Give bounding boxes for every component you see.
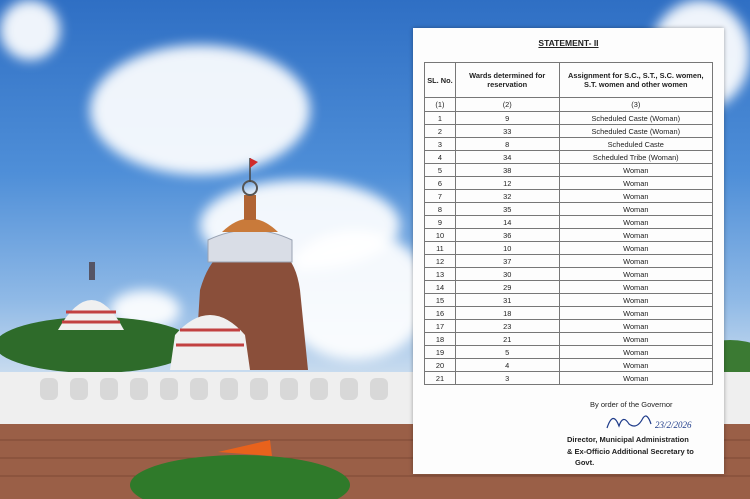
assignment-cell: Woman bbox=[559, 164, 712, 177]
ward-cell: 38 bbox=[455, 164, 559, 177]
sl-no-cell: 7 bbox=[425, 190, 456, 203]
table-row bbox=[425, 346, 713, 359]
table-row bbox=[425, 268, 713, 281]
ward-cell: 31 bbox=[455, 294, 559, 307]
header-wards: Wards determined for reservation bbox=[455, 63, 559, 98]
table-row bbox=[425, 333, 713, 346]
table-row bbox=[425, 216, 713, 229]
ward-cell: 32 bbox=[455, 190, 559, 203]
assignment-cell: Woman bbox=[559, 359, 712, 372]
ward-cell: 4 bbox=[455, 359, 559, 372]
ward-cell: 30 bbox=[455, 268, 559, 281]
sl-no-cell: 18 bbox=[425, 333, 456, 346]
sl-no-cell: 9 bbox=[425, 216, 456, 229]
handwritten-date: 23/2/2026 bbox=[655, 420, 692, 430]
table-row bbox=[425, 320, 713, 333]
designation bbox=[567, 434, 727, 469]
assignment-cell: Woman bbox=[559, 320, 712, 333]
sl-no-cell: 20 bbox=[425, 359, 456, 372]
ward-cell: 18 bbox=[455, 307, 559, 320]
sl-no-cell: 12 bbox=[425, 255, 456, 268]
assignment-cell: Woman bbox=[559, 268, 712, 281]
table-row bbox=[425, 112, 713, 125]
sl-no-cell: 8 bbox=[425, 203, 456, 216]
table-row bbox=[425, 164, 713, 177]
assignment-cell: Scheduled Caste bbox=[559, 138, 712, 151]
table-body bbox=[425, 112, 713, 385]
sl-no-cell: 5 bbox=[425, 164, 456, 177]
assignment-cell: Woman bbox=[559, 216, 712, 229]
header-assignment: Assignment for S.C., S.T., S.C. women, S.T. women and other women bbox=[559, 63, 712, 98]
assignment-cell: Woman bbox=[559, 255, 712, 268]
ward-cell: 37 bbox=[455, 255, 559, 268]
sl-no-cell: 14 bbox=[425, 281, 456, 294]
assignment-cell: Woman bbox=[559, 177, 712, 190]
assignment-cell: Woman bbox=[559, 346, 712, 359]
ward-cell: 10 bbox=[455, 242, 559, 255]
sl-no-cell: 16 bbox=[425, 307, 456, 320]
table-header-row bbox=[425, 63, 713, 98]
table-row bbox=[425, 151, 713, 164]
assignment-cell: Scheduled Caste (Woman) bbox=[559, 112, 712, 125]
handwritten-signature bbox=[603, 408, 713, 434]
ward-cell: 36 bbox=[455, 229, 559, 242]
sl-no-cell: 4 bbox=[425, 151, 456, 164]
sl-no-cell: 2 bbox=[425, 125, 456, 138]
index-cell: (2) bbox=[455, 98, 559, 112]
assignment-cell: Woman bbox=[559, 281, 712, 294]
assignment-cell: Woman bbox=[559, 203, 712, 216]
assignment-cell: Woman bbox=[559, 190, 712, 203]
reservation-table bbox=[424, 62, 713, 385]
designation-line: Govt. bbox=[575, 458, 595, 467]
header-sl-no: SL. No. bbox=[425, 63, 456, 98]
table-row bbox=[425, 281, 713, 294]
table-row bbox=[425, 177, 713, 190]
table-row bbox=[425, 255, 713, 268]
sl-no-cell: 15 bbox=[425, 294, 456, 307]
sl-no-cell: 19 bbox=[425, 346, 456, 359]
table-row bbox=[425, 190, 713, 203]
table-row bbox=[425, 138, 713, 151]
ward-cell: 9 bbox=[455, 112, 559, 125]
designation-line: & Ex-Officio Additional Secretary to bbox=[567, 446, 694, 456]
assignment-cell: Woman bbox=[559, 242, 712, 255]
ward-cell: 21 bbox=[455, 333, 559, 346]
table-row bbox=[425, 372, 713, 385]
sl-no-cell: 3 bbox=[425, 138, 456, 151]
table-row bbox=[425, 359, 713, 372]
index-cell: (3) bbox=[559, 98, 712, 112]
ward-cell: 12 bbox=[455, 177, 559, 190]
sl-no-cell: 13 bbox=[425, 268, 456, 281]
table-index-row bbox=[425, 98, 713, 112]
ward-cell: 34 bbox=[455, 151, 559, 164]
table-row bbox=[425, 229, 713, 242]
table-row bbox=[425, 307, 713, 320]
designation-line: Director, Municipal Administration bbox=[567, 435, 689, 444]
sl-no-cell: 6 bbox=[425, 177, 456, 190]
assignment-cell: Woman bbox=[559, 307, 712, 320]
index-cell: (1) bbox=[425, 98, 456, 112]
sl-no-cell: 10 bbox=[425, 229, 456, 242]
ward-cell: 33 bbox=[455, 125, 559, 138]
statement-title: STATEMENT- II bbox=[538, 38, 599, 48]
ward-cell: 14 bbox=[455, 216, 559, 229]
ward-cell: 5 bbox=[455, 346, 559, 359]
assignment-cell: Woman bbox=[559, 333, 712, 346]
sl-no-cell: 17 bbox=[425, 320, 456, 333]
table-row bbox=[425, 125, 713, 138]
ward-cell: 23 bbox=[455, 320, 559, 333]
statement-document bbox=[413, 28, 724, 474]
table-row bbox=[425, 294, 713, 307]
assignment-cell: Scheduled Tribe (Woman) bbox=[559, 151, 712, 164]
sl-no-cell: 1 bbox=[425, 112, 456, 125]
assignment-cell: Woman bbox=[559, 229, 712, 242]
ward-cell: 3 bbox=[455, 372, 559, 385]
ward-cell: 29 bbox=[455, 281, 559, 294]
ward-cell: 35 bbox=[455, 203, 559, 216]
table-row bbox=[425, 203, 713, 216]
order-line: By order of the Governor bbox=[590, 400, 673, 409]
assignment-cell: Scheduled Caste (Woman) bbox=[559, 125, 712, 138]
sl-no-cell: 11 bbox=[425, 242, 456, 255]
sl-no-cell: 21 bbox=[425, 372, 456, 385]
assignment-cell: Woman bbox=[559, 294, 712, 307]
assignment-cell: Woman bbox=[559, 372, 712, 385]
ward-cell: 8 bbox=[455, 138, 559, 151]
table-row bbox=[425, 242, 713, 255]
